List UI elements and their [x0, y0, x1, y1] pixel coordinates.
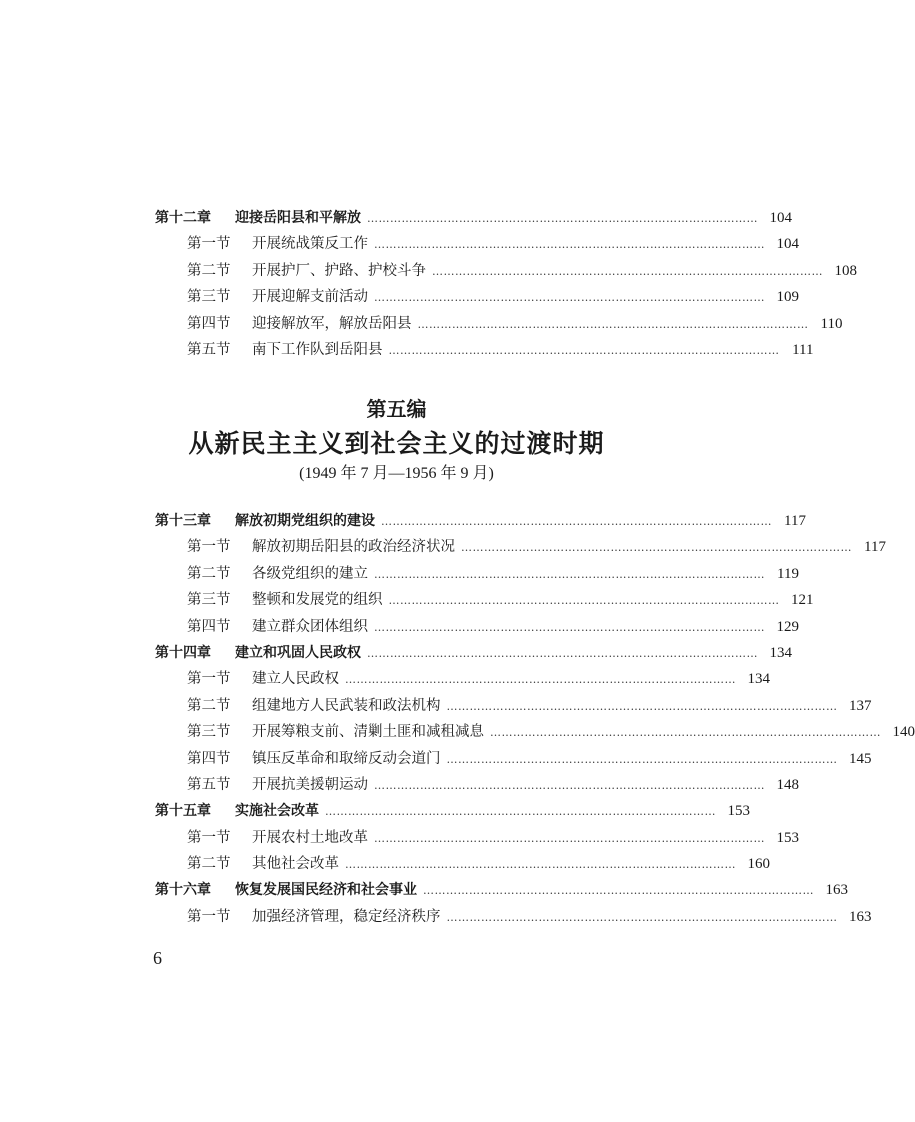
- toc-section[interactable]: [155, 258, 857, 284]
- page-ref: 140: [892, 724, 915, 741]
- toc-section[interactable]: [155, 614, 799, 640]
- chapter-label: 第十五章: [155, 803, 211, 820]
- dot-leader: …………………………………………………………………………………………: [374, 567, 765, 581]
- toc-section[interactable]: [155, 746, 872, 772]
- section-title: 开展统战策反工作: [252, 236, 368, 253]
- dot-leader: …………………………………………………………………………………………: [446, 699, 838, 713]
- section-title: 整顿和发展党的组织: [252, 592, 383, 609]
- section-title: 各级党组织的建立: [252, 565, 368, 582]
- section-title: 开展筹粮支前、清剿土匪和减租减息: [252, 724, 484, 741]
- dot-leader: …………………………………………………………………………………………: [374, 291, 765, 305]
- section-title: 建立人民政权: [252, 671, 339, 688]
- dot-leader: …………………………………………………………………………………………: [461, 541, 852, 555]
- chapter-label: 第十四章: [155, 644, 211, 661]
- dot-leader: …………………………………………………………………………………………: [345, 673, 736, 687]
- toc-chapter-16[interactable]: [155, 877, 848, 903]
- chapter-label: 第十三章: [155, 513, 211, 529]
- dot-leader: …………………………………………………………………………………………: [345, 858, 736, 872]
- page-ref: 163: [825, 882, 848, 899]
- toc-chapter-14[interactable]: [155, 640, 792, 666]
- page-ref: 121: [791, 592, 814, 609]
- section-title: 开展抗美援朝运动: [252, 776, 368, 793]
- section-title: 南下工作队到岳阳县: [252, 341, 383, 358]
- toc-bottom-block: [155, 508, 915, 930]
- dot-leader: …………………………………………………………………………………………: [325, 805, 716, 819]
- section-label: 第三节: [187, 592, 231, 609]
- section-title: 组建地方人民武装和政法机构: [252, 697, 441, 714]
- section-title: 加强经济管理，稳定经济秩序: [252, 908, 441, 925]
- section-label: 第二节: [187, 856, 231, 873]
- toc-section[interactable]: [155, 231, 799, 257]
- toc-section[interactable]: [155, 534, 886, 560]
- dot-leader: …………………………………………………………………………………………: [374, 238, 765, 252]
- dot-leader: …………………………………………………………………………………………: [490, 726, 881, 740]
- dot-leader: …………………………………………………………………………………………: [367, 212, 758, 225]
- toc-chapter-12[interactable]: [155, 205, 792, 231]
- dot-leader: …………………………………………………………………………………………: [446, 910, 838, 924]
- part-number: 第五编: [366, 397, 427, 421]
- dot-leader: …………………………………………………………………………………………: [388, 343, 780, 357]
- toc-section[interactable]: [155, 337, 814, 363]
- toc-section[interactable]: [155, 587, 814, 613]
- section-title: 开展迎解支前活动: [252, 289, 368, 306]
- page-ref: 117: [864, 539, 886, 556]
- part-title: 从新民主主义到社会主义的过渡时期: [188, 429, 605, 458]
- chapter-title: 迎接岳阳县和平解放: [235, 210, 361, 226]
- dot-leader: …………………………………………………………………………………………: [374, 620, 765, 634]
- toc-section[interactable]: [155, 825, 799, 851]
- page-ref: 137: [849, 697, 872, 714]
- page-ref: 110: [820, 315, 843, 332]
- dot-leader: …………………………………………………………………………………………: [367, 646, 758, 660]
- section-label: 第三节: [187, 289, 231, 306]
- section-label: 第五节: [187, 776, 231, 793]
- dot-leader: …………………………………………………………………………………………: [446, 752, 838, 766]
- page-ref: 117: [784, 513, 806, 529]
- section-title: 建立群众团体组织: [252, 618, 368, 635]
- page-ref: 129: [776, 618, 799, 635]
- section-label: 第一节: [187, 236, 231, 253]
- page-ref: 119: [777, 565, 799, 582]
- page-ref: 111: [792, 341, 814, 358]
- chapter-title: 建立和巩固人民政权: [235, 644, 361, 661]
- page-ref: 104: [769, 210, 792, 226]
- toc-section[interactable]: [155, 311, 843, 337]
- section-label: 第四节: [187, 750, 231, 767]
- page-ref: 109: [776, 289, 799, 306]
- toc-section[interactable]: [155, 693, 872, 719]
- part-period: (1949 年 7 月—1956 年 9 月): [299, 465, 494, 482]
- section-label: 第二节: [187, 697, 231, 714]
- toc-section[interactable]: [155, 851, 770, 877]
- page-number: 6: [153, 948, 162, 968]
- section-title: 解放初期岳阳县的政治经济状况: [252, 539, 455, 556]
- section-title: 迎接解放军，解放岳阳县: [252, 315, 412, 332]
- page-ref: 145: [849, 750, 872, 767]
- toc-section[interactable]: [155, 772, 799, 798]
- dot-leader: …………………………………………………………………………………………: [417, 317, 809, 331]
- chapter-title: 解放初期党组织的建设: [235, 513, 375, 529]
- toc-chapter-13[interactable]: [155, 508, 806, 534]
- chapter-title: 实施社会改革: [235, 803, 319, 820]
- dot-leader: …………………………………………………………………………………………: [432, 264, 823, 278]
- section-title: 开展农村土地改革: [252, 829, 368, 846]
- section-label: 第二节: [187, 262, 231, 279]
- section-label: 第四节: [187, 315, 231, 332]
- toc-chapter-15[interactable]: [155, 798, 750, 824]
- section-label: 第五节: [187, 341, 231, 358]
- chapter-label: 第十二章: [155, 210, 211, 226]
- section-label: 第四节: [187, 618, 231, 635]
- section-label: 第一节: [187, 829, 231, 846]
- section-title: 镇压反革命和取缔反动会道门: [252, 750, 441, 767]
- dot-leader: …………………………………………………………………………………………: [374, 778, 765, 792]
- section-label: 第二节: [187, 565, 231, 582]
- section-label: 第一节: [187, 671, 231, 688]
- section-title: 其他社会改革: [252, 856, 339, 873]
- page-ref: 104: [776, 236, 799, 253]
- section-title: 开展护厂、护路、护校斗争: [252, 262, 426, 279]
- section-label: 第一节: [187, 539, 231, 556]
- page-ref: 153: [776, 829, 799, 846]
- section-label: 第一节: [187, 908, 231, 925]
- dot-leader: …………………………………………………………………………………………: [423, 884, 814, 898]
- toc-top-block: [155, 205, 857, 363]
- toc-section[interactable]: [155, 666, 770, 692]
- section-label: 第三节: [187, 724, 231, 741]
- page-ref: 163: [849, 908, 872, 925]
- page-ref: 160: [747, 856, 770, 873]
- dot-leader: …………………………………………………………………………………………: [374, 831, 765, 845]
- page-ref: 134: [747, 671, 770, 688]
- toc-section[interactable]: [155, 284, 799, 310]
- toc-section[interactable]: [155, 561, 799, 587]
- chapter-label: 第十六章: [155, 882, 211, 899]
- page-ref: 153: [727, 803, 750, 820]
- dot-leader: …………………………………………………………………………………………: [381, 515, 772, 528]
- page-ref: 148: [776, 776, 799, 793]
- toc-section[interactable]: [155, 904, 872, 930]
- toc-section[interactable]: [155, 719, 915, 745]
- page-ref: 134: [769, 644, 792, 661]
- chapter-title: 恢复发展国民经济和社会事业: [235, 882, 417, 899]
- page-ref: 108: [834, 262, 857, 279]
- dot-leader: …………………………………………………………………………………………: [388, 594, 780, 608]
